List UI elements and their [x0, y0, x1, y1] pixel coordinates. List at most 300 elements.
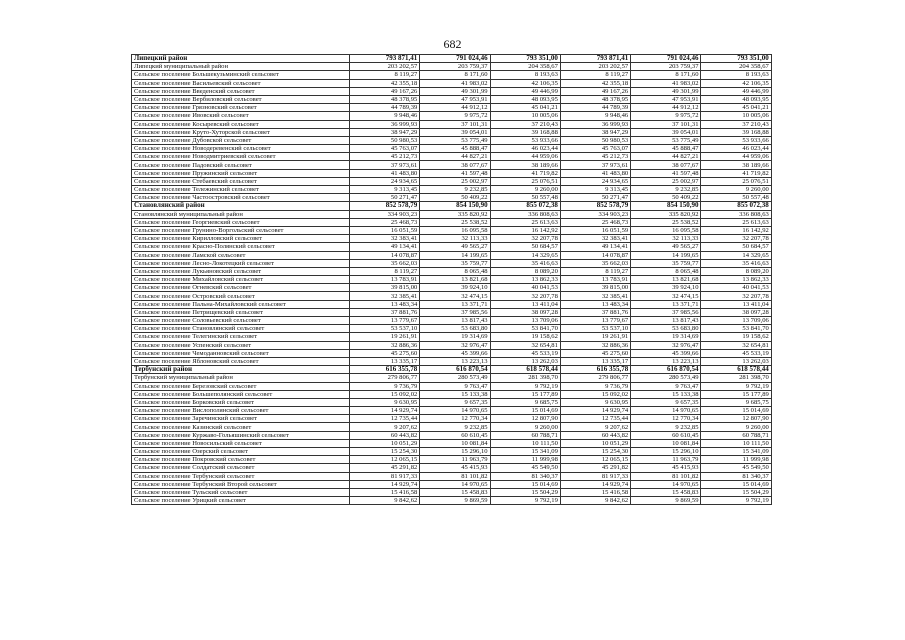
amount-cell: 19 261,91 — [350, 333, 420, 341]
table-row — [132, 226, 772, 234]
amount-cell: 279 806,77 — [350, 374, 420, 382]
amount-cell: 13 821,68 — [631, 276, 701, 284]
amount-cell: 791 024,46 — [420, 55, 490, 63]
amount-cell: 32 654,81 — [490, 341, 560, 349]
amount-cell: 8 065,48 — [420, 267, 490, 275]
amount-cell: 793 351,00 — [701, 55, 771, 63]
amount-cell: 35 662,03 — [350, 259, 420, 267]
amount-cell: 15 458,83 — [631, 488, 701, 496]
amount-cell: 9 232,85 — [631, 186, 701, 194]
amount-cell: 9 630,95 — [350, 398, 420, 406]
amount-cell: 9 313,45 — [350, 186, 420, 194]
amount-cell: 15 014,69 — [701, 480, 771, 488]
amount-cell: 50 557,48 — [490, 194, 560, 202]
municipality-name-cell: Сельское поселение Вербиловский сельсовет — [132, 95, 350, 103]
amount-cell: 11 963,79 — [631, 456, 701, 464]
table-row — [132, 235, 772, 243]
amount-cell: 13 223,13 — [420, 357, 490, 365]
amount-cell: 37 973,61 — [560, 161, 630, 169]
municipality-name-cell: Сельское поселение Косыревский сельсовет — [132, 120, 350, 128]
amount-cell: 45 888,47 — [420, 145, 490, 153]
amount-cell: 49 134,41 — [560, 243, 630, 251]
amount-cell: 44 912,12 — [420, 104, 490, 112]
amount-cell: 13 335,17 — [350, 357, 420, 365]
amount-cell: 12 735,44 — [560, 415, 630, 423]
amount-cell: 32 113,33 — [420, 235, 490, 243]
amount-cell: 15 133,38 — [420, 390, 490, 398]
amount-cell: 42 106,35 — [701, 79, 771, 87]
amount-cell: 8 119,27 — [560, 71, 630, 79]
municipality-name-cell: Тербунский район — [132, 366, 350, 374]
municipality-name-cell: Сельское поселение Петрищевский сельсовет — [132, 308, 350, 316]
amount-cell: 13 483,34 — [560, 300, 630, 308]
amount-cell: 60 788,71 — [701, 431, 771, 439]
amount-cell: 852 578,79 — [560, 202, 630, 210]
amount-cell: 38 947,29 — [560, 128, 630, 136]
municipality-name-cell: Сельское поселение Покровский сельсовет — [132, 456, 350, 464]
amount-cell: 50 271,47 — [350, 194, 420, 202]
amount-cell: 38 097,28 — [490, 308, 560, 316]
amount-cell: 25 468,73 — [350, 218, 420, 226]
amount-cell: 39 924,10 — [420, 284, 490, 292]
table-row — [132, 145, 772, 153]
amount-cell: 49 565,27 — [631, 243, 701, 251]
amount-cell: 19 158,62 — [701, 333, 771, 341]
amount-cell: 15 014,69 — [490, 407, 560, 415]
amount-cell: 40 041,53 — [490, 284, 560, 292]
amount-cell: 16 142,92 — [490, 226, 560, 234]
municipality-name-cell: Сельское поселение Грязновский сельсовет — [132, 104, 350, 112]
table-row — [132, 153, 772, 161]
table-row — [132, 259, 772, 267]
amount-cell: 15 296,10 — [420, 448, 490, 456]
amount-cell: 14 199,65 — [420, 251, 490, 259]
amount-cell: 618 578,44 — [490, 366, 560, 374]
amount-cell: 41 483,80 — [560, 169, 630, 177]
amount-cell: 44 789,39 — [560, 104, 630, 112]
municipality-name-cell: Сельское поселение Огневский сельсовет — [132, 284, 350, 292]
amount-cell: 203 202,57 — [560, 63, 630, 71]
amount-cell: 10 111,50 — [701, 439, 771, 447]
amount-cell: 13 783,91 — [350, 276, 420, 284]
amount-cell: 15 254,30 — [560, 448, 630, 456]
budget-table — [131, 54, 772, 505]
table-row — [132, 407, 772, 415]
amount-cell: 25 002,97 — [420, 177, 490, 185]
amount-cell: 60 610,45 — [420, 431, 490, 439]
amount-cell: 15 014,69 — [490, 480, 560, 488]
amount-cell: 53 933,66 — [701, 136, 771, 144]
table-row — [132, 210, 772, 218]
amount-cell: 45 549,50 — [490, 464, 560, 472]
municipality-name-cell: Сельское поселение Частоостровский сельсовет — [132, 194, 350, 202]
amount-cell: 10 005,06 — [701, 112, 771, 120]
amount-cell: 280 573,49 — [631, 374, 701, 382]
amount-cell: 49 446,99 — [701, 87, 771, 95]
amount-cell: 15 296,10 — [631, 448, 701, 456]
amount-cell: 854 150,90 — [420, 202, 490, 210]
amount-cell: 13 779,67 — [350, 317, 420, 325]
municipality-name-cell: Становлянский район — [132, 202, 350, 210]
amount-cell: 42 355,18 — [560, 79, 630, 87]
amount-cell: 616 355,78 — [560, 366, 630, 374]
amount-cell: 36 999,93 — [350, 120, 420, 128]
table-row — [132, 333, 772, 341]
municipality-name-cell: Сельское поселение Становлянский сельсовет — [132, 325, 350, 333]
amount-cell: 44 912,12 — [631, 104, 701, 112]
amount-cell: 37 973,61 — [350, 161, 420, 169]
amount-cell: 14 329,65 — [701, 251, 771, 259]
amount-cell: 281 398,70 — [490, 374, 560, 382]
amount-cell: 38 097,28 — [701, 308, 771, 316]
amount-cell: 14 970,65 — [631, 407, 701, 415]
amount-cell: 9 869,59 — [631, 497, 701, 505]
amount-cell: 19 314,69 — [631, 333, 701, 341]
table-row — [132, 218, 772, 226]
amount-cell: 9 948,46 — [350, 112, 420, 120]
table-row — [132, 439, 772, 447]
amount-cell: 13 783,91 — [560, 276, 630, 284]
amount-cell: 44 827,21 — [631, 153, 701, 161]
amount-cell: 14 929,74 — [560, 407, 630, 415]
amount-cell: 37 210,43 — [701, 120, 771, 128]
amount-cell: 11 999,98 — [701, 456, 771, 464]
table-row — [132, 128, 772, 136]
amount-cell: 14 199,65 — [631, 251, 701, 259]
amount-cell: 45 763,07 — [350, 145, 420, 153]
amount-cell: 13 862,33 — [490, 276, 560, 284]
amount-cell: 25 076,51 — [490, 177, 560, 185]
amount-cell: 45 415,93 — [631, 464, 701, 472]
amount-cell: 9 792,19 — [701, 382, 771, 390]
amount-cell: 14 078,87 — [350, 251, 420, 259]
table-row — [132, 292, 772, 300]
amount-cell: 60 610,45 — [631, 431, 701, 439]
amount-cell: 81 917,33 — [350, 472, 420, 480]
table-row — [132, 472, 772, 480]
amount-cell: 24 934,65 — [560, 177, 630, 185]
table-row — [132, 177, 772, 185]
amount-cell: 12 807,90 — [490, 415, 560, 423]
amount-cell: 41 719,82 — [490, 169, 560, 177]
amount-cell: 9 842,62 — [350, 497, 420, 505]
amount-cell: 45 399,66 — [631, 349, 701, 357]
table-row — [132, 308, 772, 316]
amount-cell: 12 735,44 — [350, 415, 420, 423]
amount-cell: 8 089,20 — [701, 267, 771, 275]
amount-cell: 12 065,15 — [560, 456, 630, 464]
amount-cell: 13 371,71 — [631, 300, 701, 308]
amount-cell: 81 101,82 — [420, 472, 490, 480]
amount-cell: 13 709,06 — [701, 317, 771, 325]
amount-cell: 35 416,63 — [701, 259, 771, 267]
amount-cell: 32 383,41 — [350, 235, 420, 243]
municipality-name-cell: Сельское поселение Васильевский сельсовет — [132, 79, 350, 87]
table-row — [132, 267, 772, 275]
table-row — [132, 63, 772, 71]
amount-cell: 53 683,80 — [420, 325, 490, 333]
amount-cell: 791 024,46 — [631, 55, 701, 63]
amount-cell: 49 134,41 — [350, 243, 420, 251]
amount-cell: 24 934,65 — [350, 177, 420, 185]
amount-cell: 25 468,73 — [560, 218, 630, 226]
amount-cell: 53 775,49 — [631, 136, 701, 144]
amount-cell: 44 827,21 — [420, 153, 490, 161]
amount-cell: 42 355,18 — [350, 79, 420, 87]
amount-cell: 45 763,07 — [560, 145, 630, 153]
municipality-name-cell: Сельское поселение Новодмитриевский сельсовет — [132, 153, 350, 161]
amount-cell: 9 685,75 — [701, 398, 771, 406]
amount-cell: 16 142,92 — [701, 226, 771, 234]
amount-cell: 35 759,77 — [420, 259, 490, 267]
table-row — [132, 448, 772, 456]
amount-cell: 81 101,82 — [631, 472, 701, 480]
table-row — [132, 104, 772, 112]
amount-cell: 855 072,38 — [701, 202, 771, 210]
amount-cell: 13 821,68 — [420, 276, 490, 284]
amount-cell: 203 759,37 — [420, 63, 490, 71]
amount-cell: 50 980,53 — [350, 136, 420, 144]
amount-cell: 9 232,85 — [631, 423, 701, 431]
municipality-name-cell: Сельское поселение Тербунский Второй сельсовет — [132, 480, 350, 488]
amount-cell: 38 189,66 — [490, 161, 560, 169]
amount-cell: 41 597,48 — [420, 169, 490, 177]
amount-cell: 41 983,02 — [420, 79, 490, 87]
municipality-name-cell: Сельское поселение Березовский сельсовет — [132, 382, 350, 390]
table-row — [132, 136, 772, 144]
amount-cell: 11 999,98 — [490, 456, 560, 464]
table-row — [132, 357, 772, 365]
amount-cell: 13 335,17 — [560, 357, 630, 365]
municipality-name-cell: Сельское поселение Озерский сельсовет — [132, 448, 350, 456]
amount-cell: 32 207,78 — [701, 292, 771, 300]
municipality-name-cell: Сельское поселение Георгиевский сельсовет — [132, 218, 350, 226]
municipality-name-cell: Сельское поселение Красно-Полянский сельсовет — [132, 243, 350, 251]
amount-cell: 32 654,81 — [701, 341, 771, 349]
amount-cell: 13 371,71 — [420, 300, 490, 308]
amount-cell: 39 168,88 — [490, 128, 560, 136]
amount-cell: 9 657,35 — [631, 398, 701, 406]
amount-cell: 13 262,03 — [490, 357, 560, 365]
amount-cell: 39 924,10 — [631, 284, 701, 292]
amount-cell: 53 537,10 — [560, 325, 630, 333]
amount-cell: 15 341,09 — [490, 448, 560, 456]
amount-cell: 38 077,67 — [420, 161, 490, 169]
amount-cell: 48 378,95 — [560, 95, 630, 103]
amount-cell: 19 314,69 — [420, 333, 490, 341]
amount-cell: 48 378,95 — [350, 95, 420, 103]
amount-cell: 15 416,58 — [560, 488, 630, 496]
amount-cell: 39 815,00 — [350, 284, 420, 292]
municipality-name-cell: Сельское поселение Введенский сельсовет — [132, 87, 350, 95]
amount-cell: 25 002,97 — [631, 177, 701, 185]
amount-cell: 45 291,82 — [350, 464, 420, 472]
amount-cell: 13 483,34 — [350, 300, 420, 308]
amount-cell: 45 415,93 — [420, 464, 490, 472]
amount-cell: 50 409,22 — [631, 194, 701, 202]
table-row — [132, 431, 772, 439]
amount-cell: 32 976,47 — [631, 341, 701, 349]
amount-cell: 13 709,06 — [490, 317, 560, 325]
amount-cell: 44 789,39 — [350, 104, 420, 112]
amount-cell: 9 763,47 — [631, 382, 701, 390]
amount-cell: 9 657,35 — [420, 398, 490, 406]
amount-cell: 47 953,91 — [631, 95, 701, 103]
amount-cell: 8 193,63 — [701, 71, 771, 79]
municipality-name-cell: Сельское поселение Грунино-Воргольский сельсовет — [132, 226, 350, 234]
amount-cell: 47 953,91 — [420, 95, 490, 103]
amount-cell: 9 630,95 — [560, 398, 630, 406]
amount-cell: 38 077,67 — [631, 161, 701, 169]
amount-cell: 25 613,63 — [701, 218, 771, 226]
amount-cell: 25 076,51 — [701, 177, 771, 185]
municipality-name-cell: Липецкий район — [132, 55, 350, 63]
amount-cell: 15 504,29 — [701, 488, 771, 496]
table-row — [132, 464, 772, 472]
amount-cell: 855 072,38 — [490, 202, 560, 210]
amount-cell: 8 193,63 — [490, 71, 560, 79]
municipality-name-cell: Становлянский муниципальный район — [132, 210, 350, 218]
table-row — [132, 87, 772, 95]
table-row — [132, 497, 772, 505]
municipality-name-cell: Сельское поселение Круто-Хуторской сельсовет — [132, 128, 350, 136]
amount-cell: 793 351,00 — [490, 55, 560, 63]
amount-cell: 32 385,41 — [560, 292, 630, 300]
amount-cell: 9 792,19 — [490, 497, 560, 505]
amount-cell: 32 113,33 — [631, 235, 701, 243]
municipality-name-cell: Сельское поселение Пальна-Михайловский сельсовет — [132, 300, 350, 308]
amount-cell: 53 775,49 — [420, 136, 490, 144]
amount-cell: 281 398,70 — [701, 374, 771, 382]
amount-cell: 12 770,34 — [420, 415, 490, 423]
amount-cell: 53 841,70 — [701, 325, 771, 333]
amount-cell: 15 133,38 — [631, 390, 701, 398]
amount-cell: 10 051,29 — [560, 439, 630, 447]
amount-cell: 15 177,89 — [701, 390, 771, 398]
amount-cell: 45 275,60 — [560, 349, 630, 357]
municipality-name-cell: Сельское поселение Островский сельсовет — [132, 292, 350, 300]
table-row — [132, 456, 772, 464]
amount-cell: 45 549,50 — [701, 464, 771, 472]
table-row — [132, 95, 772, 103]
amount-cell: 81 917,33 — [560, 472, 630, 480]
amount-cell: 8 171,60 — [631, 71, 701, 79]
amount-cell: 37 985,56 — [631, 308, 701, 316]
municipality-name-cell: Сельское поселение Ивовский сельсовет — [132, 112, 350, 120]
amount-cell: 45 041,21 — [701, 104, 771, 112]
amount-cell: 50 557,48 — [701, 194, 771, 202]
table-row — [132, 71, 772, 79]
amount-cell: 8 065,48 — [631, 267, 701, 275]
municipality-name-cell: Сельское поселение Новосильский сельсовет — [132, 439, 350, 447]
amount-cell: 8 119,27 — [350, 71, 420, 79]
amount-cell: 9 736,79 — [560, 382, 630, 390]
amount-cell: 9 869,59 — [420, 497, 490, 505]
amount-cell: 14 329,65 — [490, 251, 560, 259]
amount-cell: 10 111,50 — [490, 439, 560, 447]
amount-cell: 46 023,44 — [490, 145, 560, 153]
municipality-name-cell: Сельское поселение Соловьевский сельсовет — [132, 317, 350, 325]
table-row — [132, 169, 772, 177]
table-row — [132, 390, 772, 398]
amount-cell: 15 092,02 — [350, 390, 420, 398]
amount-cell: 9 313,45 — [560, 186, 630, 194]
amount-cell: 793 871,41 — [560, 55, 630, 63]
municipality-name-cell: Сельское поселение Урицкий сельсовет — [132, 497, 350, 505]
amount-cell: 8 089,20 — [490, 267, 560, 275]
table-row — [132, 325, 772, 333]
amount-cell: 53 683,80 — [631, 325, 701, 333]
table-row — [132, 480, 772, 488]
amount-cell: 35 759,77 — [631, 259, 701, 267]
amount-cell: 32 207,78 — [701, 235, 771, 243]
amount-cell: 9 260,00 — [701, 423, 771, 431]
amount-cell: 336 808,63 — [701, 210, 771, 218]
amount-cell: 15 416,58 — [350, 488, 420, 496]
table-row — [132, 120, 772, 128]
amount-cell: 9 207,62 — [560, 423, 630, 431]
municipality-name-cell: Тербунский муниципальный район — [132, 374, 350, 382]
table-row — [132, 276, 772, 284]
municipality-name-cell: Сельское поселение Заречинский сельсовет — [132, 415, 350, 423]
district-total-row — [132, 202, 772, 210]
amount-cell: 13 779,67 — [560, 317, 630, 325]
amount-cell: 45 533,19 — [490, 349, 560, 357]
amount-cell: 50 684,57 — [701, 243, 771, 251]
table-row — [132, 341, 772, 349]
amount-cell: 45 041,21 — [490, 104, 560, 112]
municipality-name-cell: Сельское поселение Лесно-Локотецкий сельсовет — [132, 259, 350, 267]
amount-cell: 616 870,54 — [631, 366, 701, 374]
amount-cell: 12 807,90 — [701, 415, 771, 423]
amount-cell: 81 340,37 — [490, 472, 560, 480]
municipality-name-cell: Сельское поселение Тербунский сельсовет — [132, 472, 350, 480]
amount-cell: 41 983,02 — [631, 79, 701, 87]
amount-cell: 45 212,73 — [350, 153, 420, 161]
amount-cell: 40 041,53 — [701, 284, 771, 292]
amount-cell: 53 537,10 — [350, 325, 420, 333]
amount-cell: 32 474,15 — [420, 292, 490, 300]
table-row — [132, 374, 772, 382]
amount-cell: 14 929,74 — [350, 480, 420, 488]
amount-cell: 45 399,66 — [420, 349, 490, 357]
amount-cell: 14 929,74 — [350, 407, 420, 415]
amount-cell: 60 443,82 — [350, 431, 420, 439]
municipality-name-cell: Сельское поселение Дубовской сельсовет — [132, 136, 350, 144]
amount-cell: 49 167,26 — [560, 87, 630, 95]
amount-cell: 39 168,88 — [701, 128, 771, 136]
amount-cell: 25 613,63 — [490, 218, 560, 226]
amount-cell: 45 291,82 — [560, 464, 630, 472]
amount-cell: 37 881,76 — [350, 308, 420, 316]
amount-cell: 44 959,06 — [490, 153, 560, 161]
table-row — [132, 243, 772, 251]
amount-cell: 10 081,84 — [420, 439, 490, 447]
amount-cell: 335 820,92 — [420, 210, 490, 218]
amount-cell: 334 903,23 — [560, 210, 630, 218]
municipality-name-cell: Сельское поселение Кирилловский сельсовет — [132, 235, 350, 243]
amount-cell: 41 719,82 — [701, 169, 771, 177]
municipality-name-cell: Сельское поселение Большеполянский сельсовет — [132, 390, 350, 398]
amount-cell: 14 970,65 — [420, 480, 490, 488]
amount-cell: 50 271,47 — [560, 194, 630, 202]
amount-cell: 204 358,67 — [490, 63, 560, 71]
amount-cell: 280 573,49 — [420, 374, 490, 382]
amount-cell: 12 065,15 — [350, 456, 420, 464]
amount-cell: 9 232,85 — [420, 186, 490, 194]
table-row — [132, 284, 772, 292]
amount-cell: 38 189,66 — [701, 161, 771, 169]
